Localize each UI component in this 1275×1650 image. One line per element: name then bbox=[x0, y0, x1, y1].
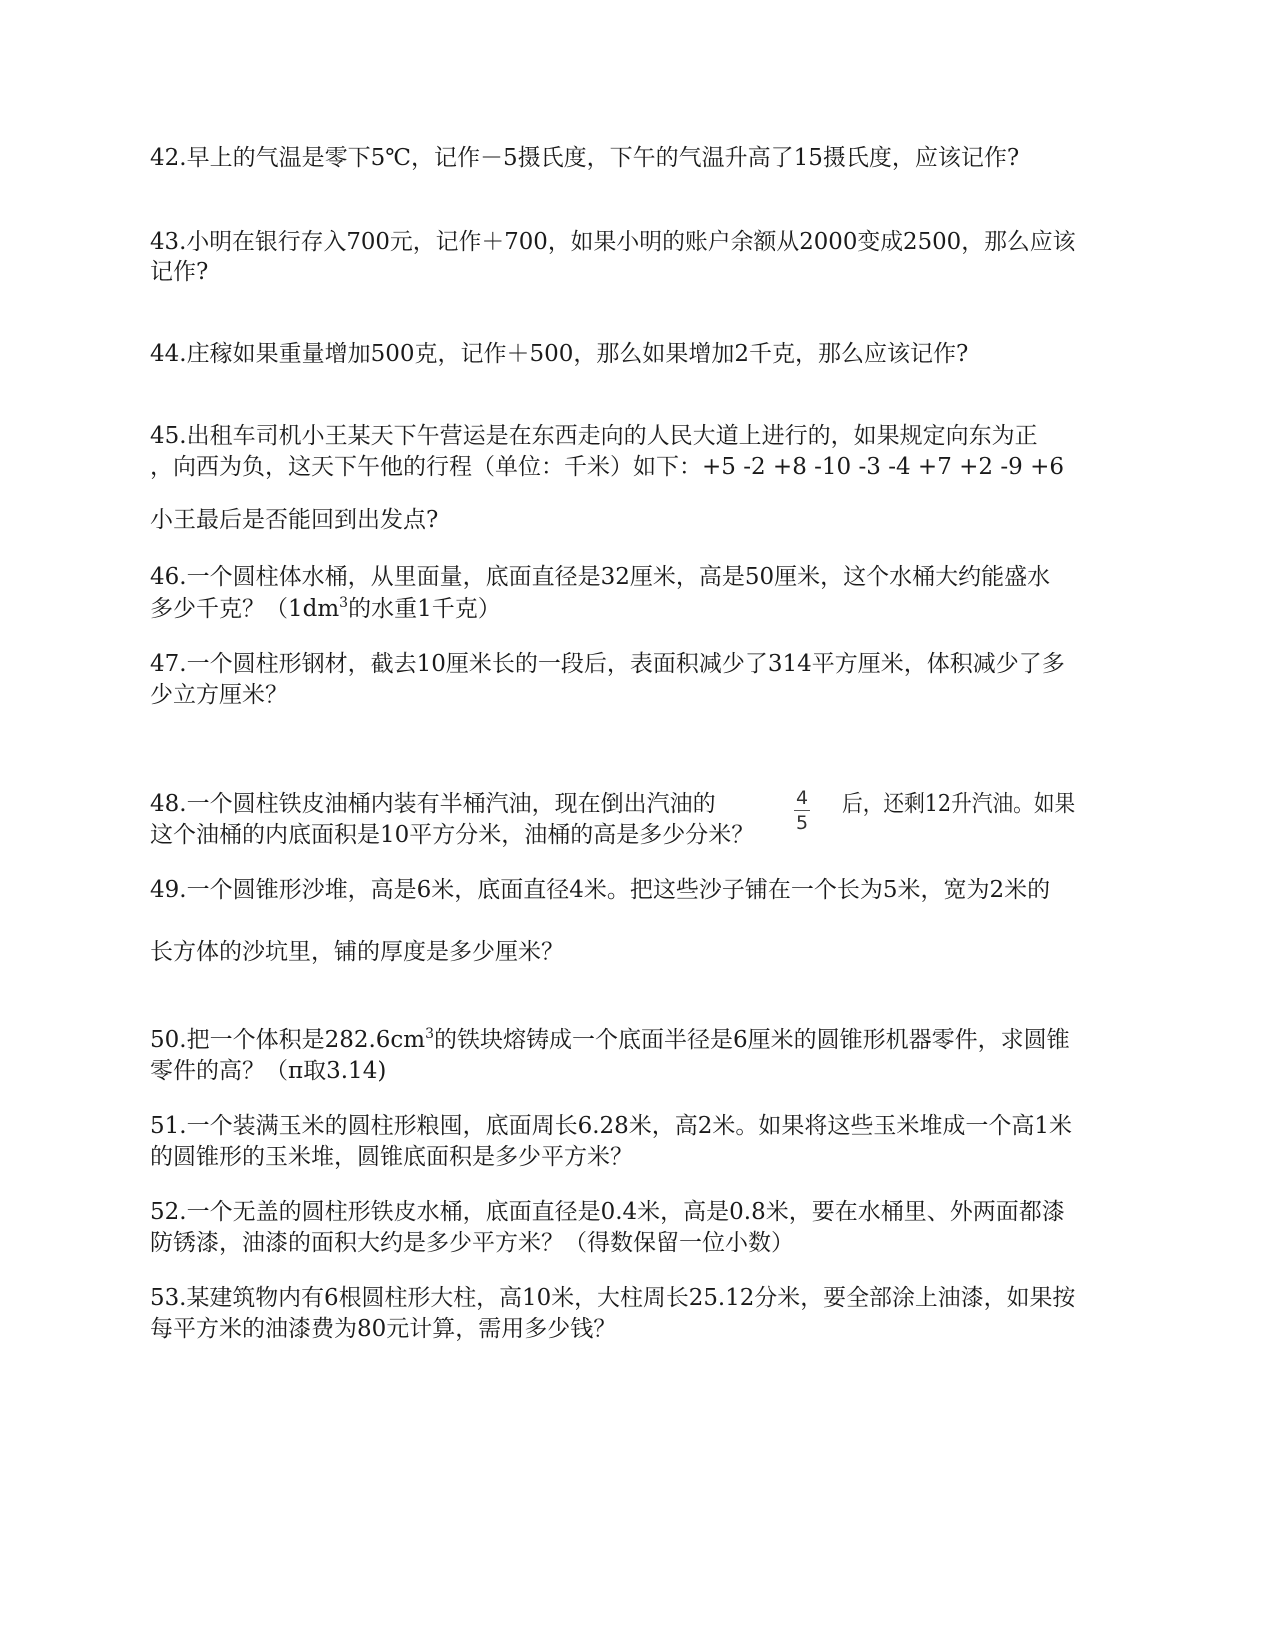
question-50-line-1-end: 的铁块熔铸成一个底面半径是6厘米的圆锥形机器零件，求圆锥 bbox=[434, 1027, 1070, 1053]
fraction-four-fifths bbox=[792, 787, 812, 834]
question-43-line-1: 43.小明在银行存入700元，记作＋700，如果小明的账户余额从2000变成2500，那么应该 bbox=[150, 229, 1076, 255]
question-50-line-2: 零件的高？（π取3.14) bbox=[150, 1058, 387, 1084]
fraction-denominator: 5 bbox=[795, 812, 809, 834]
cubic-exponent: 3 bbox=[425, 1026, 435, 1042]
question-45-line-3: 小王最后是否能回到出发点? bbox=[150, 507, 439, 533]
question-52-line-2: 防锈漆，油漆的面积大约是多少平方米？（得数保留一位小数） bbox=[150, 1230, 794, 1256]
question-47-line-2: 少立方厘米？ bbox=[150, 682, 288, 708]
question-50-line-1-start: 50.把一个体积是282.6cm bbox=[150, 1027, 426, 1053]
question-52-line-1: 52.一个无盖的圆柱形铁皮水桶，底面直径是0.4米，高是0.8米，要在水桶里、外两面都漆 bbox=[150, 1199, 1065, 1225]
question-49-line-1: 49.一个圆锥形沙堆，高是6米，底面直径4米。把这些沙子铺在一个长为5米，宽为2米的 bbox=[150, 877, 1051, 903]
question-48-line-2: 这个油桶的内底面积是10平方分米，油桶的高是多少分米？ bbox=[150, 822, 755, 848]
question-45-line-2: ，向西为负，这天下午他的行程（单位：千米）如下：+5 -2 +8 -10 -3 -4 +7 +2 -9 +6 bbox=[150, 454, 1064, 480]
question-46-line-2-end: 的水重1千克） bbox=[348, 596, 501, 622]
question-49-line-2: 长方体的沙坑里，铺的厚度是多少厘米？ bbox=[150, 939, 564, 965]
question-43-line-2: 记作? bbox=[150, 259, 209, 285]
question-53-line-2: 每平方米的油漆费为80元计算，需用多少钱？ bbox=[150, 1316, 617, 1342]
question-46-line-1: 46.一个圆柱体水桶，从里面量，底面直径是32厘米，高是50厘米，这个水桶大约能盛水 bbox=[150, 564, 1051, 590]
fraction-bar bbox=[794, 810, 810, 811]
question-48-line-1-end: 后，还剩12升汽油。如果 bbox=[842, 791, 1076, 817]
question-46-line-2-start: 多少千克？（1dm bbox=[150, 596, 340, 622]
question-51-line-1: 51.一个装满玉米的圆柱形粮囤，底面周长6.28米，高2米。如果将这些玉米堆成一个高1米 bbox=[150, 1113, 1073, 1139]
question-53-line-1: 53.某建筑物内有6根圆柱形大柱，高10米，大柱周长25.12分米，要全部涂上油漆，如果按 bbox=[150, 1285, 1076, 1311]
cubic-exponent: 3 bbox=[339, 595, 349, 611]
question-47-line-1: 47.一个圆柱形钢材，截去10厘米长的一段后，表面积减少了314平方厘米，体积减少了多 bbox=[150, 651, 1065, 677]
question-42-line-1: 42.早上的气温是零下5℃，记作－5摄氏度，下午的气温升高了15摄氏度，应该记作? bbox=[150, 145, 1020, 171]
question-50-line-1 bbox=[150, 1025, 1070, 1055]
fraction-numerator: 4 bbox=[795, 787, 809, 809]
question-46-line-2 bbox=[150, 594, 501, 624]
question-51-line-2: 的圆锥形的玉米堆，圆锥底面积是多少平方米？ bbox=[150, 1144, 633, 1170]
question-44-line-1: 44.庄稼如果重量增加500克，记作＋500，那么如果增加2千克，那么应该记作? bbox=[150, 341, 969, 367]
question-45-line-1: 45.出租车司机小王某天下午营运是在东西走向的人民大道上进行的，如果规定向东为正 bbox=[150, 423, 1038, 449]
question-48-line-1-start: 48.一个圆柱铁皮油桶内装有半桶汽油，现在倒出汽油的 bbox=[150, 791, 716, 817]
